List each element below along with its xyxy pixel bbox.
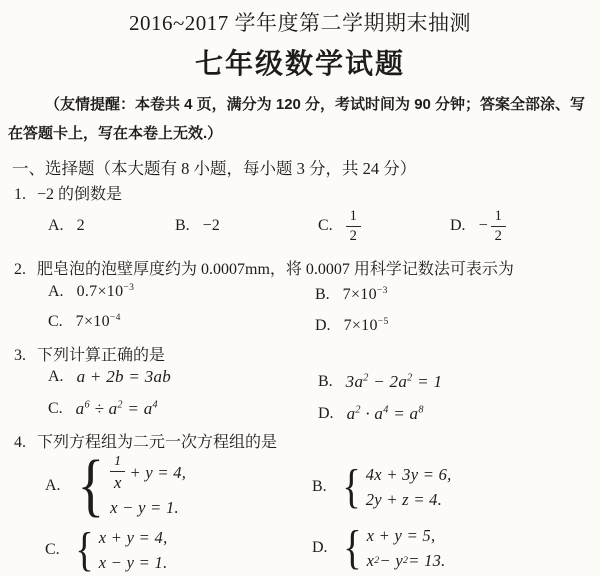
question-4-text: 下列方程组为二元一次方程组的是 [37,434,278,451]
equation-system [367,526,446,571]
q3-option-a [48,367,171,387]
question-4-stem [14,429,277,452]
q2-option-c [48,313,121,331]
question-3-stem [14,342,165,365]
option-label: D. [312,539,328,556]
option-label: C. [45,541,60,558]
fraction [491,208,506,244]
option-label: D. [315,317,331,334]
fraction-numerator: 1 [346,208,361,227]
equation-line-2: x − y = 1. [110,497,179,517]
option-label: C. [48,400,63,417]
fraction-denominator: x [113,473,122,493]
fraction [346,208,361,244]
option-label: B. [315,286,330,303]
q4-option-c [45,522,168,576]
equation-line-2: x − y = 1. [98,552,168,572]
question-1-number: 1. [14,186,26,203]
option-formula: $3a^2 - 2a^2 = 1$ [345,372,443,391]
q4-option-b [312,458,452,516]
fraction [110,454,125,493]
option-formula: a + 2b = 3ab [76,367,172,386]
q1-option-c [318,203,361,249]
fraction-numerator: 1 [110,454,125,472]
left-brace: { [74,523,94,576]
left-brace: { [76,447,104,524]
q2-option-a [48,283,134,301]
section-one-heading: 一、选择题（本大题有 8 小题，每小题 3 分，共 24 分） [12,159,417,178]
question-4-number: 4. [14,434,26,451]
option-label: A. [48,217,64,234]
option-label: B. [312,478,327,495]
question-3-text: 下列计算正确的是 [37,347,166,364]
equation-system [366,465,452,510]
option-label: B. [318,373,333,390]
option-label: D. [450,217,466,234]
left-brace: { [341,460,361,513]
option-formula: $a^2 \cdot a^4 = a^8$ [346,404,424,423]
option-value: 2 [76,217,85,234]
q3-option-d [318,404,424,424]
fraction-denominator: 2 [349,227,357,244]
minus-sign: − [478,217,488,234]
equation-line-1: 4x + 3y = 6, [365,464,452,484]
option-label: A. [48,368,64,385]
exam-title: 七年级数学试题 [194,48,405,79]
equation-line-1: x + y = 4, [98,527,168,547]
q1-option-d [450,203,506,249]
option-label: C. [318,217,333,234]
question-2-number: 2. [14,261,26,278]
equation-line-1: x + y = 5, [366,525,436,545]
option-formula: $7\times 10^{-3}$ [342,285,388,303]
equation-rest: + y = 4, [129,463,187,483]
option-formula: $0.7\times 10^{-3}$ [76,282,135,300]
option-label: C. [48,313,63,330]
fraction-denominator: 2 [494,227,502,244]
question-2-text: 肥皂泡的泡壁厚度约为 0.0007mm，将 0.0007 用科学记数法可表示为 [37,261,514,278]
option-label: A. [45,477,61,494]
option-formula: $a^6 \div a^2 = a^4$ [75,399,158,418]
q4-option-a [45,447,187,524]
question-1-stem [14,181,122,204]
q3-option-c [48,399,158,419]
friendly-reminder-notice: （友情提醒：本卷共 4 页，满分为 120 分，考试时间为 90 分钟；答案全部涂、写在答题卡上，写在本卷上无效.） [8,96,586,142]
q1-option-a [48,203,85,249]
option-label: B. [175,217,190,234]
option-label: D. [318,405,334,422]
fraction-numerator: 1 [491,208,506,227]
left-brace: { [342,521,362,574]
equation-system [99,528,168,573]
q3-option-b [318,372,442,392]
exam-session-subtitle: 2016~2017 学年度第二学期期末抽测 [128,11,472,35]
question-3-number: 3. [14,347,26,364]
question-2-stem [14,256,514,279]
option-label: A. [48,283,64,300]
q4-option-d [312,518,446,576]
equation-line-1 [110,454,186,493]
option-value: −2 [202,217,220,234]
question-1-text: −2 的倒数是 [37,186,123,203]
equation-line-2: x 2 − y 2 = 13. [366,550,446,570]
option-formula: $7\times 10^{-4}$ [75,312,121,330]
q2-option-b [315,286,388,304]
equation-line-2: 2y + z = 4. [365,489,443,509]
q1-option-b [175,203,220,249]
equation-system [110,454,186,518]
q2-option-d [315,317,389,335]
option-formula: $7\times 10^{-5}$ [343,316,389,334]
